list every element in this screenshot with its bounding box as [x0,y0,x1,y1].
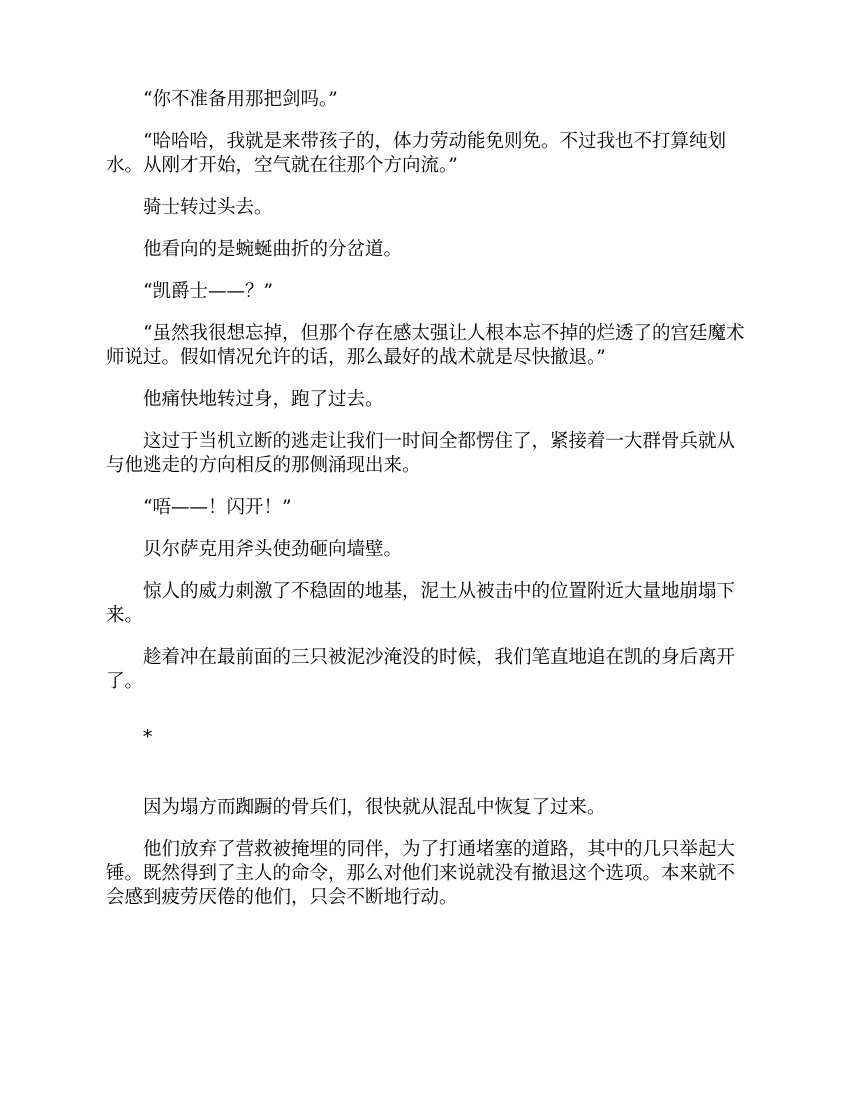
paragraph: 因为塌方而踟蹰的骨兵们，很快就从混乱中恢复了过来。 [143,797,606,818]
paragraph: 他痛快地转过身，跑了过去。 [143,389,384,410]
paragraph: 这过于当机立断的逃走让我们一时间全都愣住了，紧接着一大群骨兵就从与他逃走的方向相反的那侧涌现出来。 [106,431,736,476]
paragraph: 他看向的是蜿蜒曲折的分岔道。 [143,239,403,260]
paragraph: “你不准备用那把剑吗。” [143,89,338,110]
paragraph: 趁着冲在最前面的三只被泥沙淹没的时候，我们笔直地追在凯的身后离开了。 [106,647,736,692]
paragraph: “虽然我很想忘掉，但那个存在感太强让人根本忘不掉的烂透了的宫廷魔术师说过。假如情况允许的话，那么最好的战术就是尽快撤退。” [106,323,745,368]
document-body [106,88,750,928]
section-separator: * [143,727,153,748]
paragraph: “哈哈哈，我就是来带孩子的，体力劳动能免则免。不过我也不打算纯划水。从刚才开始，空气就在往那个方向流。” [106,131,726,176]
paragraph: 骑士转过头去。 [143,197,273,218]
paragraph: 惊人的威力刺激了不稳固的地基，泥土从被击中的位置附近大量地崩塌下来。 [106,581,736,626]
paragraph: “凯爵士——？” [143,281,273,302]
paragraph: “唔——！闪开！” [143,497,292,518]
paragraph: 贝尔萨克用斧头使劲砸向墙壁。 [143,539,403,560]
paragraph: 他们放弃了营救被掩埋的同伴，为了打通堵塞的道路，其中的几只举起大锤。既然得到了主人的命令，那么对他们来说就没有撤退这个选项。本来就不会感到疲劳厌倦的他们，只会不断地行动。 [106,839,736,908]
